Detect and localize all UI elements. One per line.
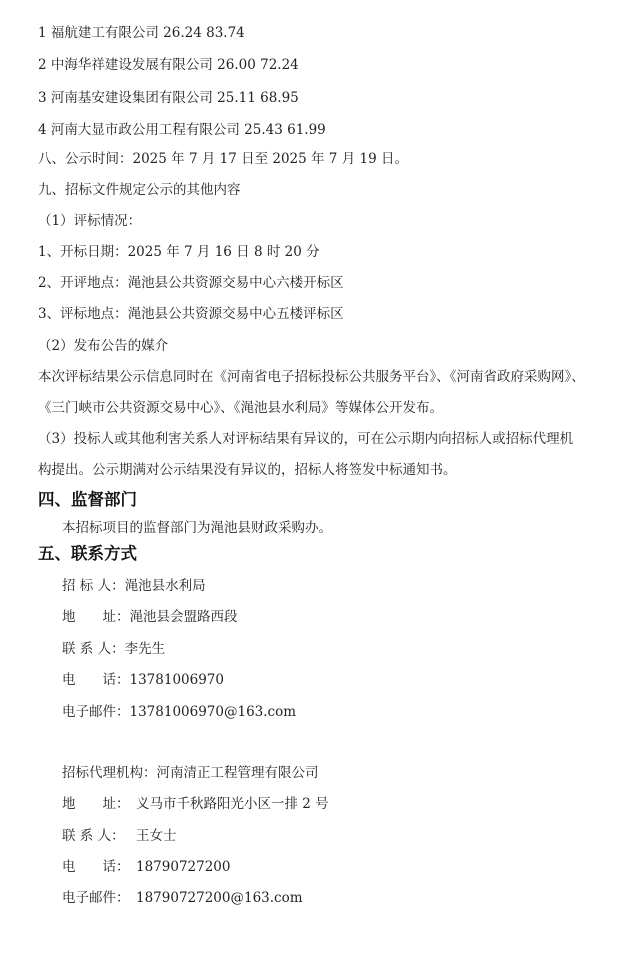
evaluation-location: 3、评标地点：渑池县公共资源交易中心五楼评标区 xyxy=(38,306,344,322)
agency-contact: 王女士 xyxy=(136,828,177,844)
agency-phone-label: 电 话： xyxy=(62,859,130,875)
tenderer-phone-row xyxy=(62,671,224,689)
agency-phone: 18790727200 xyxy=(136,859,231,875)
tenderer-address: 渑池县会盟路西段 xyxy=(129,609,238,625)
agency-address: 义马市千秋路阳光小区一排 2 号 xyxy=(136,796,329,812)
tenderer-contact-label: 联 系 人： xyxy=(62,641,125,657)
opening-date: 1、开标日期：2025 年 7 月 16 日 8 时 20 分 xyxy=(38,244,320,260)
opening-location: 2、开评地点：渑池县公共资源交易中心六楼开标区 xyxy=(38,275,344,291)
media-subtitle: （2）发布公告的媒介 xyxy=(38,338,169,354)
agency-contact-label: 联 系 人： xyxy=(62,828,125,844)
tenderer-email-label: 电子邮件： xyxy=(62,704,130,720)
agency-phone-row xyxy=(62,858,230,876)
agency-address-row xyxy=(62,795,329,813)
contact-heading: 五、联系方式 xyxy=(38,544,137,563)
agency-name-label: 招标代理机构： xyxy=(62,765,157,781)
evaluation-subtitle: （1）评标情况： xyxy=(38,213,142,229)
tenderer-phone-label: 电 话： xyxy=(62,672,130,688)
supervision-heading: 四、监督部门 xyxy=(38,490,137,509)
tenderer-email-row xyxy=(62,703,296,721)
agency-email[interactable]: 18790727200@163.com xyxy=(136,890,303,906)
tenderer-contact-row xyxy=(62,640,165,658)
candidate-row-2: 2 中海华祥建设发展有限公司 26.00 72.24 xyxy=(38,57,299,73)
tenderer-name-row xyxy=(62,577,206,595)
tenderer-name: 渑池县水利局 xyxy=(124,578,206,594)
agency-contact-row xyxy=(62,827,177,845)
tenderer-address-label: 地 址： xyxy=(62,609,130,625)
candidate-row-1: 1 福航建工有限公司 26.24 83.74 xyxy=(38,25,245,41)
tenderer-contact: 李先生 xyxy=(124,641,166,657)
objection-text-line-1: （3）投标人或其他利害关系人对评标结果有异议的，可在公示期内向招标人或招标代理机 xyxy=(38,431,574,447)
candidate-row-3: 3 河南基安建设集团有限公司 25.11 68.95 xyxy=(38,90,299,106)
objection-text-line-2: 构提出。公示期满对公示结果没有异议的，招标人将签发中标通知书。 xyxy=(38,462,457,478)
candidate-row-4: 4 河南大显市政公用工程有限公司 25.43 61.99 xyxy=(38,122,326,138)
tenderer-address-row xyxy=(62,608,238,626)
agency-email-row xyxy=(62,889,303,907)
tenderer-name-label: 招 标 人： xyxy=(62,578,125,594)
section-9-title: 九、招标文件规定公示的其他内容 xyxy=(38,182,241,198)
tenderer-email[interactable]: 13781006970@163.com xyxy=(129,704,297,720)
media-text-line-2: 《三门峡市公共资源交易中心》、《渑池县水利局》等媒体公开发布。 xyxy=(38,400,443,416)
supervision-text: 本招标项目的监督部门为渑池县财政采购办。 xyxy=(62,520,332,536)
agency-name: 河南清正工程管理有限公司 xyxy=(156,765,319,781)
media-text-line-1: 本次评标结果公示信息同时在《河南省电子招标投标公共服务平台》、《河南省政府采购网》、 xyxy=(38,369,585,385)
agency-name-row xyxy=(62,764,319,782)
agency-email-label: 电子邮件： xyxy=(62,890,130,906)
agency-address-label: 地 址： xyxy=(62,796,130,812)
tenderer-phone: 13781006970 xyxy=(129,672,224,688)
publicity-period: 八、公示时间：2025 年 7 月 17 日至 2025 年 7 月 19 日。 xyxy=(38,151,408,167)
